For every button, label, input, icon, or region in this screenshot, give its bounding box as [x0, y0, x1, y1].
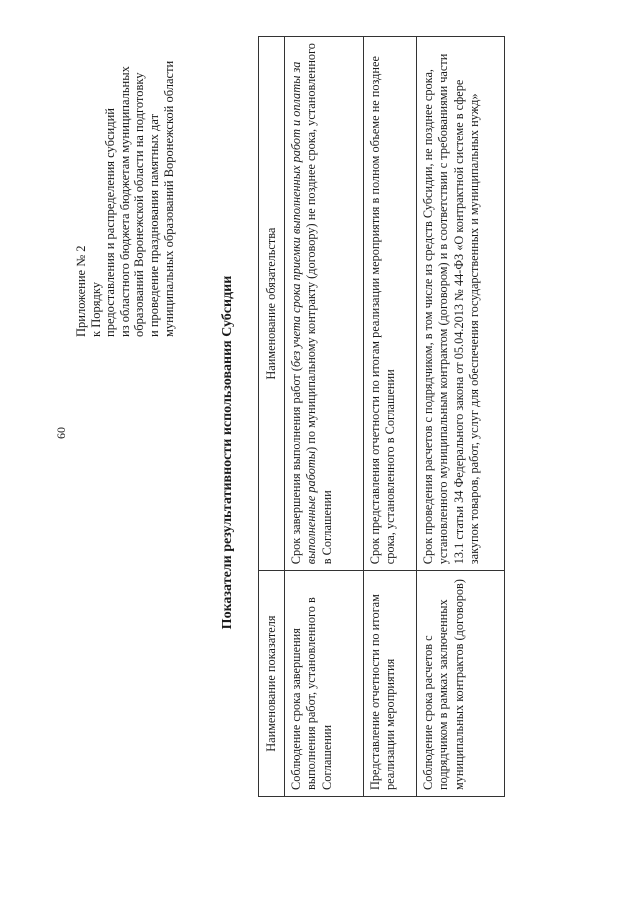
appendix-line: к Порядку: [88, 282, 103, 337]
indicator-cell: Соблюдение срока завершения выполнения работ, установленного в Соглашении: [285, 571, 364, 797]
obligation-cell: Срок проведения расчетов с подрядчиком, в том числе из средств Субсидии, не позднее срока, установленного муниципальным контрактом (договором) и в соответствии с требованиями части 13.1 статьи 34 Федерального закона от 05.04.2013 № 44-ФЗ «О контрактной системе в сфере закупок товаров, работ, услуг для обеспечения государственных и муниципальных нужд»: [417, 37, 505, 571]
appendix-line: Приложение № 2: [74, 245, 88, 337]
table-row: [417, 37, 505, 797]
page-number: 60: [54, 427, 68, 439]
table-row: [285, 37, 364, 797]
appendix-header: [74, 61, 176, 337]
appendix-line: образований Воронежской области на подготовку: [132, 72, 147, 337]
indicator-cell: Соблюдение срока расчетов с подрядчиком в рамках заключенных муниципальных контрактов (договоров): [417, 571, 505, 797]
document-title: Показатели результативности использования Субсидии: [220, 275, 235, 630]
column-header-obligation: Наименование обязательства: [259, 37, 285, 571]
obligation-text: Срок завершения выполнения работ (: [289, 367, 304, 565]
appendix-line: муниципальных образований Воронежской области: [161, 60, 176, 337]
appendix-line: и проведение празднования памятных дат: [146, 113, 161, 337]
table-row: [364, 37, 417, 797]
obligation-cell: Срок представления отчетности по итогам реализации мероприятия в полном объеме не позднее срока, установленного в Соглашении: [364, 37, 417, 571]
indicators-table: [258, 36, 505, 797]
appendix-line: предоставления и распределения субсидий: [103, 108, 118, 337]
obligation-cell: [285, 37, 364, 571]
indicator-cell: Представление отчетности по итогам реализации мероприятия: [364, 571, 417, 797]
column-header-indicator: Наименование показателя: [259, 571, 285, 797]
table-header-row: [259, 37, 285, 797]
appendix-line: из областного бюджета бюджетам муниципальных: [117, 66, 132, 337]
obligation-italic-text: без учета срока приемки выполненных работ и оплаты за выполненные работы: [289, 61, 319, 565]
obligation-text: ) по муниципальному контракту (договору) не позднее срока, установленного в Соглашении: [304, 43, 334, 565]
